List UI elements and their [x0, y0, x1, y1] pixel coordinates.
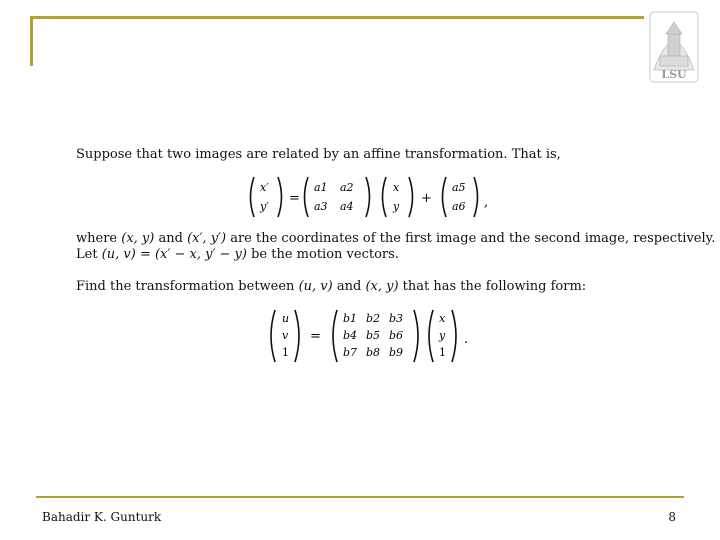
where-xpyp: (x′, y′)	[187, 231, 227, 246]
eq2-lhs-1: v	[282, 329, 289, 342]
where-word: where	[76, 231, 118, 246]
page-number: 8	[668, 510, 676, 524]
eq2-b-11: b5	[366, 329, 381, 342]
eq2-vec-2: 1	[439, 346, 446, 359]
where-xy: (x, y)	[121, 231, 155, 246]
intro-text: Suppose that two images are related by an affine transformation. That is,	[76, 147, 561, 162]
bottom-rule	[36, 496, 684, 498]
eq2-vec-0: x	[439, 312, 446, 325]
eq1-a-11: a4	[340, 200, 354, 213]
find-uv: (u, v)	[298, 279, 333, 294]
eq2-lhs-0: u	[282, 312, 290, 325]
where-line	[76, 231, 715, 247]
eq1-end: ,	[484, 195, 489, 210]
let-word: Let	[76, 247, 98, 262]
eq1-t-1: a6	[452, 200, 466, 213]
eq2-lhs-2: 1	[282, 346, 289, 359]
top-rule	[30, 16, 644, 19]
find-start: Find the transformation between	[76, 279, 295, 294]
find-and: and	[336, 279, 362, 294]
footer-author: Bahadir K. Gunturk	[42, 510, 162, 524]
eq2-b-22: b9	[389, 346, 404, 359]
eq1-a-01: a2	[340, 181, 354, 194]
eq2-b-21: b8	[366, 346, 381, 359]
eq2-equals: =	[310, 329, 321, 344]
eq1-lhs-0: x′	[260, 181, 269, 194]
eq1-t-0: a5	[452, 181, 466, 194]
eq1-a-10: a3	[314, 200, 328, 213]
let-uv: (u, v) = (x′ − x, y′ − y)	[101, 247, 247, 262]
find-xy: (x, y)	[365, 279, 399, 294]
lsu-logo-text: LSU	[661, 68, 687, 81]
where-rest: are the coordinates of the first image and the second image, respectively.	[230, 231, 716, 246]
eq1-vec-1: y	[393, 200, 400, 213]
lsu-logo	[646, 10, 702, 86]
equation-homogeneous	[266, 307, 566, 365]
equation-affine	[246, 174, 666, 220]
eq1-plus: +	[421, 191, 432, 206]
eq2-b-01: b2	[366, 312, 381, 325]
let-line	[76, 247, 399, 263]
eq2-b-20: b7	[343, 346, 358, 359]
left-rule	[30, 16, 33, 66]
find-rest: that has the following form:	[402, 279, 587, 294]
eq2-b-00: b1	[343, 312, 358, 325]
eq2-b-02: b3	[389, 312, 404, 325]
eq2-b-12: b6	[389, 329, 404, 342]
eq2-vec-1: y	[439, 329, 446, 342]
where-and: and	[158, 231, 183, 246]
eq1-a-00: a1	[314, 181, 328, 194]
let-rest: be the motion vectors.	[251, 247, 399, 262]
eq2-end: .	[464, 332, 469, 347]
eq1-lhs-1: y′	[260, 200, 269, 213]
eq1-equals: =	[289, 191, 300, 206]
eq2-b-10: b4	[343, 329, 358, 342]
eq1-vec-0: x	[393, 181, 400, 194]
find-line	[76, 279, 586, 295]
